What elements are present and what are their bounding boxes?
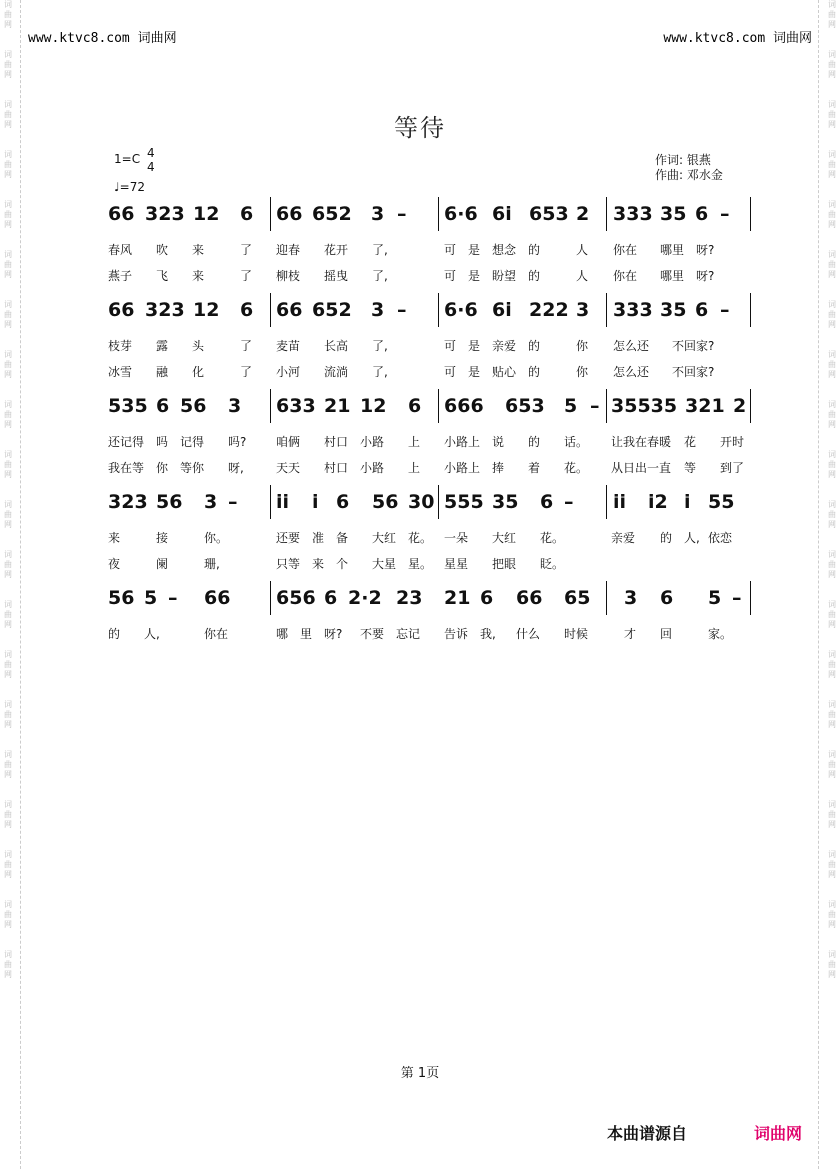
lyric-syllable: 还记得 bbox=[108, 435, 145, 449]
note-group: i bbox=[684, 491, 691, 513]
song-title: 等待 bbox=[394, 114, 446, 142]
note-group: ii bbox=[613, 491, 627, 513]
lyric-syllable: 让我在春暖 bbox=[611, 435, 672, 449]
lyric-syllable: 盼望 bbox=[492, 269, 517, 283]
note-group: 66 bbox=[516, 587, 543, 609]
lyric-syllable: 一朵 bbox=[444, 531, 469, 545]
note-group: 6 bbox=[540, 491, 554, 513]
lyric-syllable: 告诉 bbox=[444, 627, 469, 641]
note-group: 6 bbox=[695, 203, 709, 225]
note-group: 6i bbox=[492, 299, 512, 321]
lyric-syllable: 准 bbox=[312, 531, 325, 545]
bar-line bbox=[606, 293, 607, 327]
lyric-syllable: 长高 bbox=[324, 339, 349, 353]
note-group: 3 bbox=[624, 587, 638, 609]
bar-line bbox=[270, 581, 271, 615]
lyric-syllable: 咱俩 bbox=[276, 435, 301, 449]
note-group: 323 bbox=[145, 203, 185, 225]
lyric-syllable: 星。 bbox=[408, 557, 433, 571]
lyric-syllable: 飞 bbox=[156, 269, 169, 283]
lyric-syllable: 备 bbox=[336, 531, 349, 545]
lyric-syllable: 上 bbox=[408, 435, 421, 449]
lyric-syllable: 枝芽 bbox=[108, 339, 133, 353]
lyric-syllable: 花。 bbox=[408, 531, 433, 545]
lyric-syllable: 开 bbox=[720, 435, 733, 449]
lyrics-row bbox=[0, 460, 840, 478]
lyric-syllable: 把眼 bbox=[492, 557, 517, 571]
notes-row bbox=[0, 394, 840, 434]
note-group: 66 bbox=[108, 299, 135, 321]
lyric-syllable: 的 bbox=[528, 435, 541, 449]
note-group: 2 bbox=[733, 395, 747, 417]
lyric-syllable: 花 bbox=[684, 435, 697, 449]
lyric-syllable: 吗? bbox=[228, 435, 247, 449]
note-group: 6 bbox=[695, 299, 709, 321]
lyric-syllable: 怎么还 bbox=[613, 365, 650, 379]
lyric-syllable: 家。 bbox=[708, 627, 733, 641]
lyric-syllable: 里 bbox=[300, 627, 313, 641]
lyric-syllable: 人, bbox=[684, 531, 700, 545]
lyric-syllable: 忘记 bbox=[396, 627, 421, 641]
lyric-syllable: 你在 bbox=[204, 627, 229, 641]
lyric-syllable: 呀? bbox=[324, 627, 343, 641]
lyric-syllable: 小路 bbox=[360, 435, 385, 449]
notes-row bbox=[0, 586, 840, 626]
note-group: 6 bbox=[240, 299, 254, 321]
lyric-syllable: 了 bbox=[240, 243, 253, 257]
lyric-syllable: 了, bbox=[372, 365, 388, 379]
note-group: 3 bbox=[371, 299, 385, 321]
lyric-syllable: 吹 bbox=[156, 243, 169, 257]
lyric-syllable: 夜 bbox=[108, 557, 121, 571]
left-border-line bbox=[20, 0, 21, 1169]
note-group: 56 bbox=[180, 395, 207, 417]
lyric-syllable: 话。 bbox=[564, 435, 589, 449]
time-signature bbox=[147, 146, 155, 174]
lyric-syllable: 家? bbox=[696, 339, 715, 353]
lyric-syllable: 个 bbox=[336, 557, 349, 571]
note-group: 222 bbox=[529, 299, 569, 321]
lyrics-row bbox=[0, 530, 840, 548]
lyrics-row bbox=[0, 242, 840, 260]
note-group: – bbox=[732, 587, 742, 609]
lyric-syllable: 的 bbox=[528, 339, 541, 353]
note-group: 56 bbox=[372, 491, 399, 513]
bar-line bbox=[606, 389, 607, 423]
note-group: i bbox=[312, 491, 319, 513]
lyric-syllable: 了 bbox=[240, 365, 253, 379]
note-group: 6 bbox=[240, 203, 254, 225]
lyric-syllable: 了 bbox=[732, 461, 745, 475]
note-group: 6 bbox=[336, 491, 350, 513]
right-watermark-strip: 词 曲 网 词 曲 网 词 曲 网 词 曲 网 词 曲 网 词 曲 网 词 曲 网 词 曲 网 词 曲 网 词 曲 网 词 曲 网 词 曲 网 词 曲 网 词 曲 网 词 曲 网 词 曲 网 词 曲 网 词 曲 网 词 曲 网 词 曲 网 bbox=[828, 0, 836, 979]
lyric-syllable: 阑 bbox=[156, 557, 169, 571]
lyrics-row bbox=[0, 626, 840, 644]
bar-line bbox=[270, 389, 271, 423]
lyric-syllable: 小路上 bbox=[444, 461, 481, 475]
lyric-syllable: 村口 bbox=[324, 435, 349, 449]
lyric-syllable: 眨。 bbox=[540, 557, 565, 571]
bar-line bbox=[606, 197, 607, 231]
lyric-syllable: 上 bbox=[408, 461, 421, 475]
lyric-syllable: 了, bbox=[372, 339, 388, 353]
note-group: 323 bbox=[145, 299, 185, 321]
lyric-syllable: 了, bbox=[372, 269, 388, 283]
left-watermark-strip: 词 曲 网 词 曲 网 词 曲 网 词 曲 网 词 曲 网 词 曲 网 词 曲 网 词 曲 网 词 曲 网 词 曲 网 词 曲 网 词 曲 网 词 曲 网 词 曲 网 词 曲 网 词 曲 网 词 曲 网 词 曲 网 词 曲 网 词 曲 网 bbox=[4, 0, 12, 979]
lyric-syllable: 怎么还 bbox=[613, 339, 650, 353]
note-group: – bbox=[590, 395, 600, 417]
note-group: – bbox=[228, 491, 238, 513]
lyric-syllable: 融 bbox=[156, 365, 169, 379]
bar-line bbox=[438, 389, 439, 423]
notes-row bbox=[0, 298, 840, 338]
lyric-syllable: 了 bbox=[240, 269, 253, 283]
lyric-syllable: 的 bbox=[528, 365, 541, 379]
lyric-syllable: 珊, bbox=[204, 557, 220, 571]
lyric-syllable: 是 bbox=[468, 339, 481, 353]
lyric-syllable: 天天 bbox=[276, 461, 301, 475]
lyric-syllable: 小路 bbox=[360, 461, 385, 475]
note-group: 12 bbox=[193, 299, 220, 321]
lyric-syllable: 什么 bbox=[516, 627, 541, 641]
note-group: 56 bbox=[156, 491, 183, 513]
note-group: – bbox=[397, 299, 407, 321]
lyrics-row bbox=[0, 268, 840, 286]
lyric-syllable: 小路上 bbox=[444, 435, 481, 449]
note-group: 333 bbox=[613, 299, 653, 321]
lyric-syllable: 时 bbox=[732, 435, 745, 449]
note-group: 323 bbox=[108, 491, 148, 513]
lyric-syllable: 你 bbox=[156, 461, 169, 475]
notes-row bbox=[0, 490, 840, 530]
lyric-syllable: 你在 bbox=[613, 243, 638, 257]
note-group: 652 bbox=[312, 299, 352, 321]
note-group: 321 bbox=[685, 395, 725, 417]
lyric-syllable: 化 bbox=[192, 365, 205, 379]
bar-line bbox=[606, 485, 607, 519]
note-group: – bbox=[720, 299, 730, 321]
lyric-syllable: 大红 bbox=[372, 531, 397, 545]
lyric-syllable: 你在 bbox=[613, 269, 638, 283]
note-group: 6 bbox=[660, 587, 674, 609]
note-group: 21 bbox=[444, 587, 471, 609]
note-group: 12 bbox=[360, 395, 387, 417]
lyric-syllable: 村口 bbox=[324, 461, 349, 475]
lyric-syllable: 家? bbox=[696, 365, 715, 379]
note-group: – bbox=[564, 491, 574, 513]
lyric-syllable: 哪 bbox=[276, 627, 289, 641]
lyric-syllable: 来 bbox=[108, 531, 121, 545]
lyric-syllable: 哪里 bbox=[660, 269, 685, 283]
lyric-syllable: 麦苗 bbox=[276, 339, 301, 353]
note-group: 3 bbox=[371, 203, 385, 225]
note-group: ii bbox=[276, 491, 290, 513]
note-group: 23 bbox=[396, 587, 423, 609]
note-group: 3 bbox=[228, 395, 242, 417]
lyric-syllable: 捧 bbox=[492, 461, 505, 475]
bar-line bbox=[438, 485, 439, 519]
note-group: 30 bbox=[408, 491, 435, 513]
lyric-syllable: 你 bbox=[576, 365, 589, 379]
bar-line bbox=[750, 581, 751, 615]
lyric-syllable: 依恋 bbox=[708, 531, 733, 545]
lyric-syllable: 时候 bbox=[564, 627, 589, 641]
note-group: 2·2 bbox=[348, 587, 382, 609]
lyric-syllable: 我, bbox=[480, 627, 496, 641]
lyric-syllable: 回 bbox=[660, 627, 673, 641]
note-group: 6 bbox=[408, 395, 422, 417]
note-group: 333 bbox=[613, 203, 653, 225]
lyric-syllable: 摇曳 bbox=[324, 269, 349, 283]
bar-line bbox=[606, 581, 607, 615]
lyrics-row bbox=[0, 338, 840, 356]
note-group: – bbox=[397, 203, 407, 225]
note-group: 2 bbox=[576, 203, 590, 225]
lyric-syllable: 了, bbox=[372, 243, 388, 257]
lyric-syllable: 着 bbox=[528, 461, 541, 475]
lyric-syllable: 到 bbox=[720, 461, 733, 475]
lyric-syllable: 可 bbox=[444, 339, 457, 353]
bar-line bbox=[270, 293, 271, 327]
note-group: 56 bbox=[108, 587, 135, 609]
lyric-syllable: 的 bbox=[528, 243, 541, 257]
lyricist: 作词: 银燕 bbox=[655, 153, 711, 167]
lyric-syllable: 了 bbox=[240, 339, 253, 353]
lyric-syllable: 来 bbox=[312, 557, 325, 571]
time-signature-bottom: 4 bbox=[147, 160, 155, 174]
lyric-syllable: 来 bbox=[192, 243, 205, 257]
right-border-line bbox=[818, 0, 819, 1169]
note-group: 35535 bbox=[611, 395, 678, 417]
lyric-syllable: 你。 bbox=[204, 531, 229, 545]
credits bbox=[655, 153, 723, 183]
lyric-syllable: 记得 bbox=[180, 435, 205, 449]
note-group: 656 bbox=[276, 587, 316, 609]
lyric-syllable: 我在等 bbox=[108, 461, 145, 475]
notes-row bbox=[0, 202, 840, 242]
lyric-syllable: 贴心 bbox=[492, 365, 517, 379]
note-group: 5 bbox=[708, 587, 722, 609]
lyric-syllable: 流淌 bbox=[324, 365, 349, 379]
lyric-syllable: 可 bbox=[444, 365, 457, 379]
lyric-syllable: 接 bbox=[156, 531, 169, 545]
note-group: 5 bbox=[564, 395, 578, 417]
lyric-syllable: 不回 bbox=[672, 339, 697, 353]
lyric-syllable: 是 bbox=[468, 365, 481, 379]
lyric-syllable: 呀? bbox=[696, 269, 715, 283]
lyric-syllable: 不要 bbox=[360, 627, 385, 641]
lyric-syllable: 可 bbox=[444, 269, 457, 283]
bar-line bbox=[438, 197, 439, 231]
note-group: 6 bbox=[480, 587, 494, 609]
brand-logo: 词曲网 bbox=[754, 1124, 803, 1143]
note-group: 653 bbox=[529, 203, 569, 225]
lyric-syllable: 春风 bbox=[108, 243, 133, 257]
lyric-syllable: 哪里 bbox=[660, 243, 685, 257]
site-watermark-left: www.ktvc8.com 词曲网 bbox=[28, 31, 177, 46]
note-group: 5 bbox=[144, 587, 158, 609]
note-group: 12 bbox=[193, 203, 220, 225]
note-group: 66 bbox=[276, 299, 303, 321]
note-group: 66 bbox=[276, 203, 303, 225]
note-group: 66 bbox=[204, 587, 231, 609]
note-group: 652 bbox=[312, 203, 352, 225]
site-watermark-right: www.ktvc8.com 词曲网 bbox=[663, 31, 812, 46]
bar-line bbox=[750, 293, 751, 327]
note-group: i2 bbox=[648, 491, 668, 513]
lyric-syllable: 花。 bbox=[564, 461, 589, 475]
lyric-syllable: 还要 bbox=[276, 531, 301, 545]
lyric-syllable: 你 bbox=[576, 339, 589, 353]
lyric-syllable: 是 bbox=[468, 269, 481, 283]
lyric-syllable: 小河 bbox=[276, 365, 301, 379]
note-group: 65 bbox=[564, 587, 591, 609]
lyric-syllable: 想念 bbox=[492, 243, 517, 257]
lyric-syllable: 不回 bbox=[672, 365, 697, 379]
lyric-syllable: 星星 bbox=[444, 557, 469, 571]
lyric-syllable: 冰雪 bbox=[108, 365, 133, 379]
lyric-syllable: 大星 bbox=[372, 557, 397, 571]
lyric-syllable: 的 bbox=[528, 269, 541, 283]
lyric-syllable: 花开 bbox=[324, 243, 349, 257]
lyric-syllable: 等 bbox=[684, 461, 697, 475]
lyric-syllable: 呀? bbox=[696, 243, 715, 257]
composer: 作曲: 邓水金 bbox=[655, 168, 723, 182]
lyric-syllable: 说 bbox=[492, 435, 505, 449]
lyric-syllable: 吗 bbox=[156, 435, 169, 449]
key-signature: 1=C bbox=[114, 152, 141, 166]
lyric-syllable: 人 bbox=[576, 243, 589, 257]
note-group: 6 bbox=[324, 587, 338, 609]
lyric-syllable: 花。 bbox=[540, 531, 565, 545]
note-group: 6·6 bbox=[444, 299, 478, 321]
note-group: 666 bbox=[444, 395, 484, 417]
note-group: 21 bbox=[324, 395, 351, 417]
bar-line bbox=[270, 485, 271, 519]
lyrics-row bbox=[0, 556, 840, 574]
lyrics-row bbox=[0, 434, 840, 452]
lyric-syllable: 可 bbox=[444, 243, 457, 257]
note-group: 35 bbox=[660, 299, 687, 321]
lyric-syllable: 大红 bbox=[492, 531, 517, 545]
note-group: 66 bbox=[108, 203, 135, 225]
lyric-syllable: 的 bbox=[108, 627, 121, 641]
lyric-syllable: 是 bbox=[468, 243, 481, 257]
lyric-syllable: 从日出一直 bbox=[611, 461, 672, 475]
lyric-syllable: 亲爱 bbox=[492, 339, 517, 353]
note-group: 555 bbox=[444, 491, 484, 513]
page-number: 第 1页 bbox=[400, 1066, 440, 1081]
lyric-syllable: 才 bbox=[624, 627, 637, 641]
note-group: 633 bbox=[276, 395, 316, 417]
lyric-syllable: 露 bbox=[156, 339, 169, 353]
lyrics-row bbox=[0, 364, 840, 382]
note-group: 653 bbox=[505, 395, 545, 417]
bar-line bbox=[750, 389, 751, 423]
note-group: 3 bbox=[576, 299, 590, 321]
lyric-syllable: 燕子 bbox=[108, 269, 133, 283]
lyric-syllable: 人 bbox=[576, 269, 589, 283]
note-group: 6·6 bbox=[444, 203, 478, 225]
note-group: – bbox=[168, 587, 178, 609]
bar-line bbox=[438, 293, 439, 327]
bar-line bbox=[750, 197, 751, 231]
lyric-syllable: 迎春 bbox=[276, 243, 301, 257]
lyric-syllable: 柳枝 bbox=[276, 269, 301, 283]
lyric-syllable: 头 bbox=[192, 339, 205, 353]
bar-line bbox=[270, 197, 271, 231]
source-label: 本曲谱源自 bbox=[607, 1124, 688, 1143]
note-group: 55 bbox=[708, 491, 735, 513]
note-group: 6i bbox=[492, 203, 512, 225]
lyric-syllable: 呀, bbox=[228, 461, 244, 475]
tempo-marking: ♩=72 bbox=[114, 180, 145, 194]
lyric-syllable: 亲爱 bbox=[611, 531, 636, 545]
note-group: 35 bbox=[660, 203, 687, 225]
time-signature-top: 4 bbox=[147, 146, 155, 160]
lyric-syllable: 来 bbox=[192, 269, 205, 283]
lyric-syllable: 只等 bbox=[276, 557, 301, 571]
note-group: 535 bbox=[108, 395, 148, 417]
lyric-syllable: 人, bbox=[144, 627, 160, 641]
lyric-syllable: 的 bbox=[660, 531, 673, 545]
note-group: 6 bbox=[156, 395, 170, 417]
note-group: 3 bbox=[204, 491, 218, 513]
note-group: – bbox=[720, 203, 730, 225]
lyric-syllable: 等你 bbox=[180, 461, 205, 475]
note-group: 35 bbox=[492, 491, 519, 513]
